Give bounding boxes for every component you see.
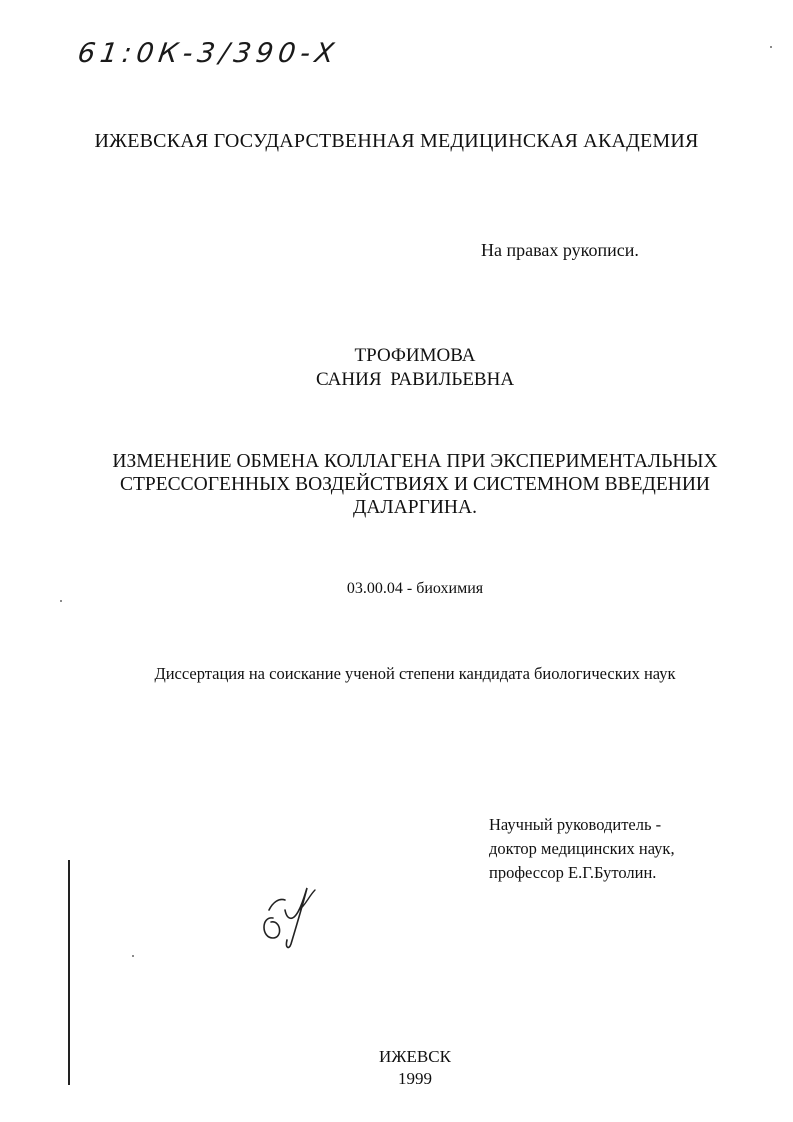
title-line: СТРЕССОГЕННЫХ ВОЗДЕЙСТВИЯХ И СИСТЕМНОМ ВВЕДЕНИИ	[120, 474, 710, 495]
scan-speck	[132, 955, 134, 957]
supervisor-line: доктор медицинских наук,	[489, 839, 675, 858]
archive-code-handwritten: 61:0К-3/390-Х	[75, 38, 341, 69]
author-block	[0, 344, 793, 392]
footer-year: 1999	[398, 1069, 432, 1088]
supervisor-line: профессор Е.Г.Бутолин.	[489, 863, 657, 882]
supervisor-block	[489, 813, 675, 885]
handwritten-signature	[255, 880, 345, 950]
institution-name: ИЖЕВСКАЯ ГОСУДАРСТВЕННАЯ МЕДИЦИНСКАЯ АКАДЕМИЯ	[94, 130, 699, 152]
footer-city: ИЖЕВСК	[379, 1047, 451, 1066]
rights-note: На правах рукописи.	[481, 240, 639, 260]
scan-speck	[60, 600, 62, 602]
dissertation-degree: Диссертация на соискание ученой степени кандидата биологических наук	[154, 664, 676, 683]
scan-speck	[770, 46, 772, 48]
author-given-names: САНИЯ РАВИЛЬЕВНА	[315, 369, 515, 390]
specialty-code: 03.00.04 - биохимия	[346, 580, 484, 597]
footer-block	[0, 1046, 793, 1090]
dissertation-title	[0, 450, 793, 519]
supervisor-line: Научный руководитель -	[489, 815, 662, 834]
title-line: ДАЛАРГИНА.	[353, 497, 477, 518]
author-surname: ТРОФИМОВА	[354, 345, 476, 366]
title-line: ИЗМЕНЕНИЕ ОБМЕНА КОЛЛАГЕНА ПРИ ЭКСПЕРИМЕНТАЛЬНЫХ	[112, 451, 718, 472]
